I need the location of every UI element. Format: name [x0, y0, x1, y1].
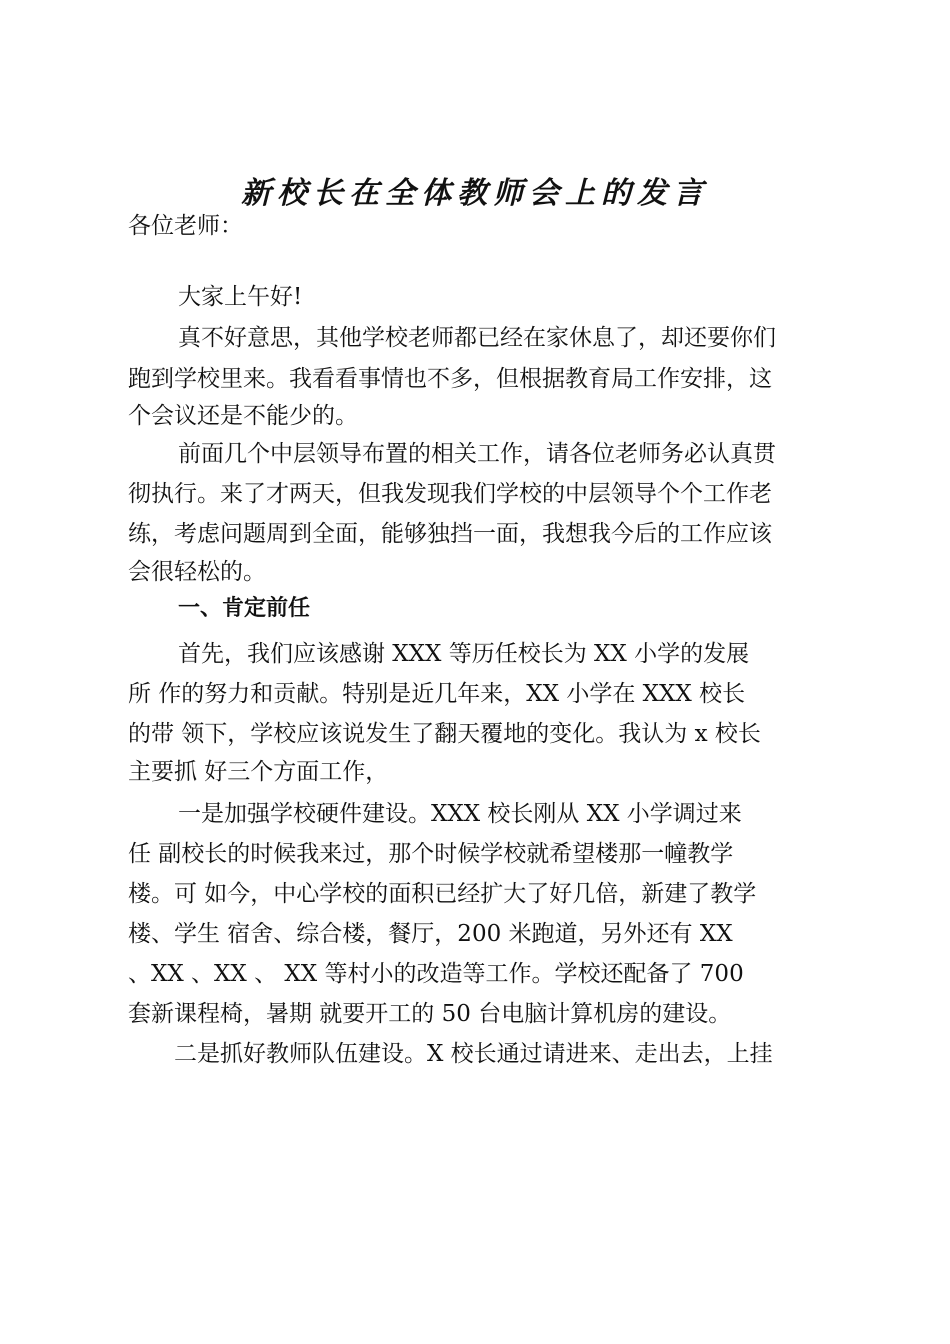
paragraph-line: 主要抓 好三个方面工作， — [128, 759, 389, 785]
paragraph-line: 二是抓好教师队伍建设。X 校长通过请进来、走出去，上挂 — [174, 1041, 773, 1067]
greeting: 大家上午好! — [178, 284, 303, 310]
paragraph-line: 套新课程椅，暑期 就要开工的 50 台电脑计算机房的建设。 — [128, 1001, 732, 1027]
paragraph-line: 真不好意思，其他学校老师都已经在家休息了，却还要你们 — [178, 325, 776, 351]
paragraph-line: 楼。可 如今，中心学校的面积已经扩大了好几倍，新建了教学 — [128, 881, 757, 907]
paragraph-line: 首先，我们应该感谢 XXX 等历任校长为 XX 小学的发展 — [178, 641, 750, 667]
paragraph-line: 所 作的努力和贡献。特别是近几年来，XX 小学在 XXX 校长 — [128, 681, 746, 707]
paragraph-line: 前面几个中层领导布置的相关工作，请各位老师务必认真贯 — [178, 441, 776, 467]
paragraph-line: 一是加强学校硬件建设。XXX 校长刚从 XX 小学调过来 — [178, 801, 742, 827]
paragraph-line: 会很轻松的。 — [128, 559, 266, 585]
paragraph-line: 、XX 、XX 、 XX 等村小的改造等工作。学校还配备了 700 — [128, 961, 744, 987]
paragraph-line: 彻执行。来了才两天，但我发现我们学校的中层领导个个工作老 — [128, 481, 772, 507]
paragraph-line: 任 副校长的时候我来过，那个时候学校就希望楼那一幢教学 — [128, 841, 734, 867]
paragraph-line: 练，考虑问题周到全面，能够独挡一面，我想我今后的工作应该 — [128, 521, 772, 547]
document-title: 新校长在全体教师会上的发言 — [241, 176, 709, 211]
paragraph-line: 的带 领下，学校应该说发生了翻天覆地的变化。我认为 x 校长 — [128, 721, 761, 747]
paragraph-line: 个会议还是不能少的。 — [128, 403, 358, 429]
paragraph-line: 楼、学生 宿舍、综合楼，餐厅，200 米跑道，另外还有 XX — [128, 921, 733, 947]
salutation: 各位老师： — [128, 213, 243, 239]
paragraph-line: 跑到学校里来。我看看事情也不多，但根据教育局工作安排，这 — [128, 366, 772, 392]
section-heading: 一、肯定前任 — [178, 596, 311, 621]
